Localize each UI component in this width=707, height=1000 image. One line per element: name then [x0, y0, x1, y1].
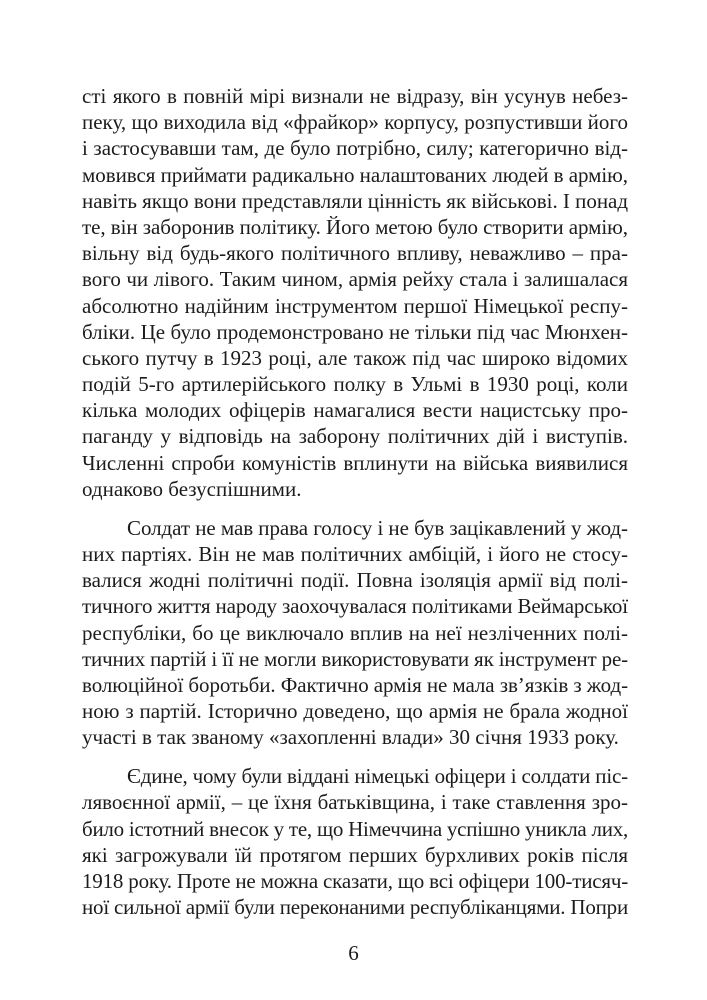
text-line: сті якого в повній мірі визнали не відразу, він усунув небез- — [82, 84, 628, 108]
text-line: Численні спроби комуністів вплинути на війська виявилися — [82, 450, 628, 475]
text-line: які загрожували їй протягом перших бурхливих років після — [82, 842, 628, 867]
text-line: било істотний внесок у те, що Німеччина успішно уникла лих, — [82, 816, 628, 841]
text-line: бліки. Це було продемонстровано не тільки під час Мюнхен- — [82, 319, 628, 344]
text-line: ної сильної армії були переконаними республіканцями. Попри — [82, 895, 629, 920]
text-line: кілька молодих офіцерів намагалися вести нацистську про- — [82, 398, 628, 423]
text-line: них партіях. Він не мав політичних амбіцій, і його не стосу- — [82, 541, 628, 566]
text-line: валися жодні політичні події. Повна ізоляція армії від полі- — [82, 568, 628, 593]
text-line: пеку, що виходила від «фрайкор» корпусу, розпустивши його — [82, 110, 628, 135]
text-line: 1918 року. Проте не можна сказати, що всі офіцери 100-тисяч- — [82, 869, 628, 894]
page-number: 6 — [348, 941, 359, 965]
body-text — [82, 83, 628, 933]
text-line: Солдат не мав права голосу і не був зацікавлений у жод- — [127, 515, 628, 540]
text-line: Єдине, чому були віддані німецькі офіцери і солдати піс- — [127, 764, 628, 789]
text-line: участі в так званому «захопленні влади» 30 січня 1933 року. — [82, 725, 619, 750]
text-line: республіки, бо це виключало вплив на неї незліченних полі- — [82, 620, 628, 645]
text-line: однаково безуспішними. — [82, 476, 302, 501]
text-line: абсолютно надійним інструментом першої Німецької респу- — [82, 293, 628, 318]
text-line: ського путчу в 1923 році, але також під час широко відомих — [82, 345, 628, 370]
text-line: те, він заборонив політику. Його метою було створити армію, — [82, 214, 628, 239]
text-line: подій 5-го артилерійського полку в Ульмі в 1930 році, коли — [82, 372, 628, 397]
text-line: вого чи лівого. Таким чином, армія рейху стала і залишалася — [82, 267, 628, 292]
text-line: волюційної боротьби. Фактично армія не мала зв’язків з жод- — [82, 672, 628, 697]
text-line: ною з партій. Історично доведено, що армія не брала жодної — [82, 699, 628, 724]
text-line: лявоєнної армії, – це їхня батьківщина, і таке ставлення зро- — [82, 790, 628, 815]
text-line: тичних партій і її не могли використовувати як інструмент ре- — [82, 646, 628, 671]
text-line: мовився приймати радикально налаштованих людей в армію, — [82, 162, 628, 187]
paragraph-1 — [82, 83, 628, 502]
text-line: тичного життя народу заохочувалася політиками Веймарської — [82, 594, 628, 619]
paragraph-2 — [82, 515, 628, 751]
text-line: вільну від будь-якого політичного впливу, неважливо – пра- — [82, 241, 628, 266]
text-line: паганду у відповідь на заборону політичних дій і виступів. — [82, 424, 628, 449]
text-line: і застосувавши там, де було потрібно, силу; категорично від- — [82, 136, 628, 161]
paragraph-3 — [82, 763, 628, 920]
text-line: навіть якщо вони представляли цінність як військові. І понад — [82, 188, 628, 213]
